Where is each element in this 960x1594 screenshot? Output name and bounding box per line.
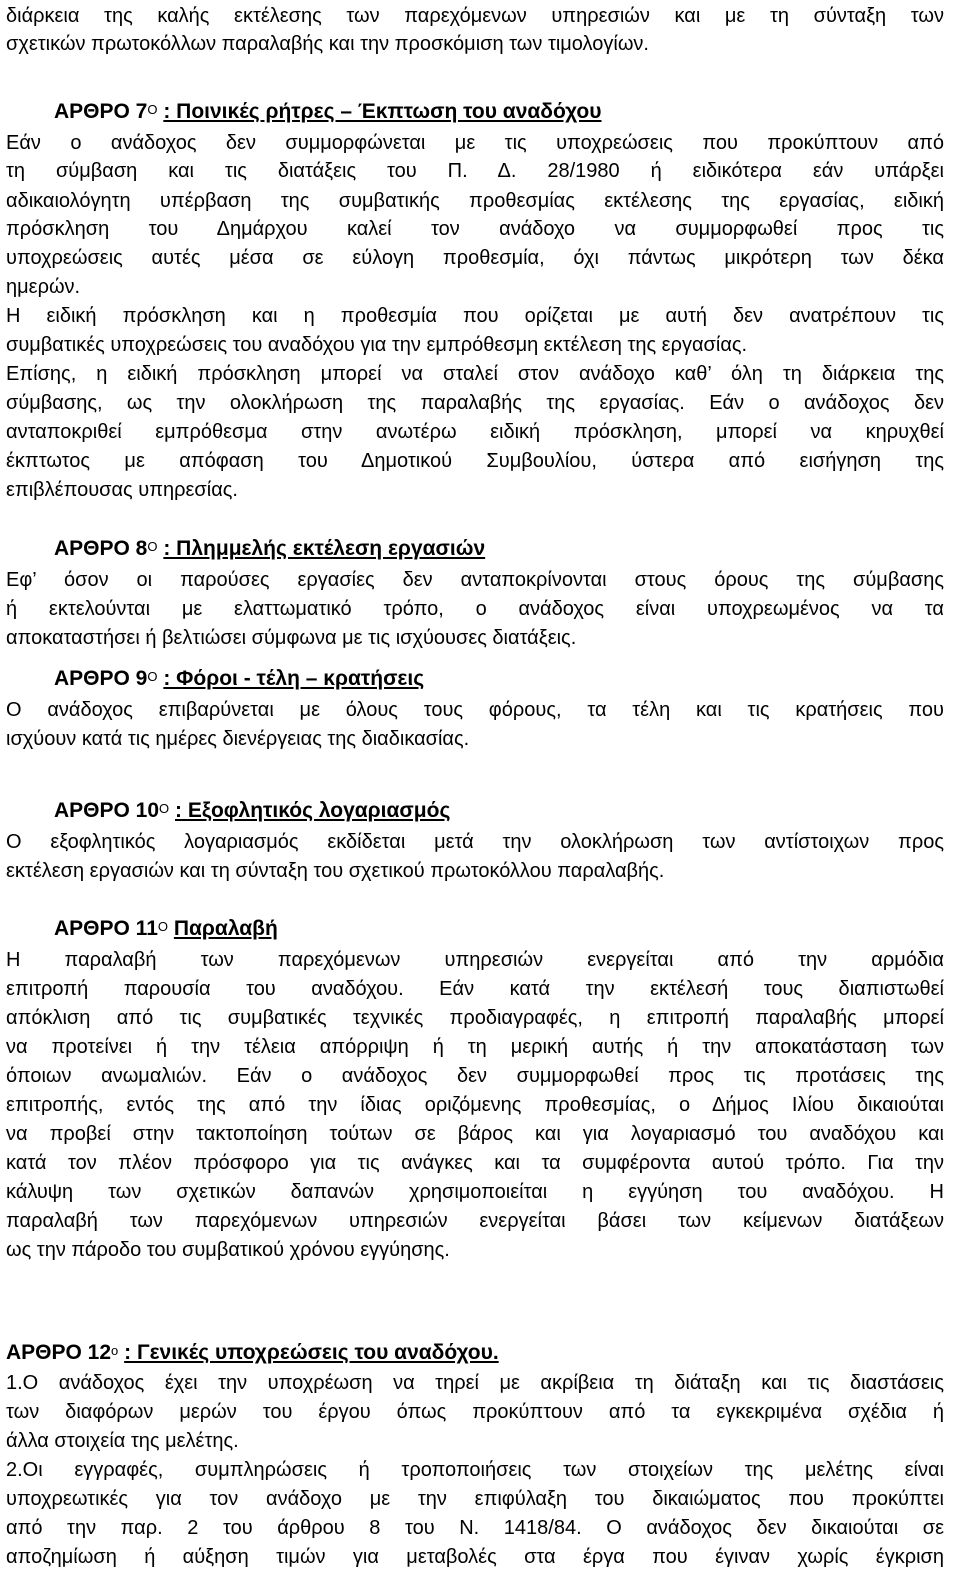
article-11-line: όποιων ανωμαλιών. Εάν ο ανάδοχος δεν συμμορφωθεί προς τις προτάσεις της — [6, 1065, 944, 1087]
article-11-line: να προτείνει ή την τέλεια απόρριψη ή τη μερική αυτής ή την αποκατάσταση των — [6, 1036, 944, 1058]
article-7-line: αδικαιολόγητη υπέρβαση της συμβατικής προθεσμίας εκτέλεσης της εργασίας, ειδική — [6, 190, 944, 212]
article-7-line: Επίσης, η ειδική πρόσκληση μπορεί να σταλεί στον ανάδοχο καθ’ όλη τη διάρκεια της — [6, 363, 944, 385]
article-12-line: των διαφόρων μερών του έργου όπως προκύπτουν από τα εγκεκριμένα σχέδια ή — [6, 1401, 944, 1423]
article-11-line: κατά τον πλέον πρόσφορο για τις ανάγκες και τα συμφέροντα αυτού τρόπο. Για την — [6, 1152, 944, 1174]
article-7-line: Εάν ο ανάδοχος δεν συμμορφώνεται με τις υποχρεώσεις που προκύπτουν από — [6, 132, 944, 154]
article-11-line: επιτροπή παρουσία του αναδόχου. Εάν κατά την εκτέλεσή τους διαπιστωθεί — [6, 978, 944, 1000]
article-9-line: Ο ανάδοχος επιβαρύνεται με όλους τους φόρους, τα τέλη και τις κρατήσεις που — [6, 699, 944, 721]
article-7-line: ημερών. — [6, 276, 81, 298]
article-7-line: υποχρεώσεις αυτές μέσα σε εύλογη προθεσμία, όχι πάντως μικρότερη των δέκα — [6, 247, 944, 269]
article-7-line: πρόσκληση του Δημάρχου καλεί τον ανάδοχο να συμμορφωθεί προς τις — [6, 218, 944, 240]
article-7-line: Η ειδική πρόσκληση και η προθεσμία που ορίζεται με αυτή δεν ανατρέπουν τις — [6, 305, 944, 327]
article-12-heading: ΑΡΘΡΟ $12^o$ : Γενικές υποχρεώσεις του αναδόχου. — [6, 1341, 499, 1364]
article-7-line: επιβλέπουσας υπηρεσίας. — [6, 479, 238, 501]
article-11-line: κάλυψη των σχετικών δαπανών χρησιμοποιείται η εγγύηση του αναδόχου. Η — [6, 1181, 944, 1203]
article-11-line: παραλαβή των παρεχόμενων υπηρεσιών ενεργείται βάσει των κείμενων διατάξεων — [6, 1210, 944, 1232]
article-11-line: να προβεί στην τακτοποίηση τούτων σε βάρος και για λογαριασμό του αναδόχου και — [6, 1123, 944, 1145]
article-9-line: ισχύουν κατά τις ημέρες διενέργειας της διαδικασίας. — [6, 728, 470, 750]
article-7-line: έκπτωτος με απόφαση του Δημοτικού Συμβουλίου, ύστερα από εισήγηση της — [6, 450, 944, 472]
article-11-line: επιτροπής, εντός της από την ίδιας οριζόμενης προθεσμίας, ο Δήμος Ιλίου δικαιούται — [6, 1094, 944, 1116]
article-8-line: Εφ’ όσον οι παρούσες εργασίες δεν ανταποκρίνονται στους όρους της σύμβασης — [6, 569, 944, 591]
article-7-heading: ΑΡΘΡΟ $7^O$ : Ποινικές ρήτρες – Έκπτωση του αναδόχου — [54, 100, 602, 123]
article-12-line: υποχρεωτικές για τον ανάδοχο με την επιφύλαξη του δικαιώματος που προκύπτει — [6, 1488, 944, 1510]
article-11-line: Η παραλαβή των παρεχόμενων υπηρεσιών ενεργείται από την αρμόδια — [6, 949, 944, 971]
article-7-line: τη σύμβαση και τις διατάξεις του Π. Δ. 28/1980 ή ειδικότερα εάν υπάρξει — [6, 160, 944, 182]
paragraph-line: διάρκεια της καλής εκτέλεσης των παρεχόμενων υπηρεσιών και με τη σύνταξη των — [6, 5, 944, 27]
article-12-line: αποζημίωση ή αύξηση τιμών για μεταβολές στα έργα που έγιναν χωρίς έγκριση — [6, 1546, 944, 1568]
article-10-line: εκτέλεση εργασιών και τη σύνταξη του σχετικού πρωτοκόλλου παραλαβής. — [6, 860, 665, 882]
article-8-heading: ΑΡΘΡΟ $8^O$ : Πλημμελής εκτέλεση εργασιών — [54, 537, 486, 560]
article-12-line: 1.Ο ανάδοχος έχει την υποχρέωση να τηρεί με ακρίβεια τη διάταξη και τις διαστάσεις — [6, 1372, 944, 1394]
article-8-line: αποκαταστήσει ή βελτιώσει σύμφωνα με τις ισχύουσες διατάξεις. — [6, 627, 577, 649]
article-12-line: 2.Οι εγγραφές, συμπληρώσεις ή τροποποιήσεις των στοιχείων της μελέτης είναι — [6, 1459, 944, 1481]
article-11-heading: ΑΡΘΡΟ $11^O$ Παραλαβή — [54, 917, 278, 940]
article-11-line: απόκλιση από τις συμβατικές τεχνικές προδιαγραφές, η επιτροπή παραλαβής μπορεί — [6, 1007, 944, 1029]
article-8-line: ή εκτελούνται με ελαττωματικό τρόπο, ο ανάδοχος είναι υποχρεωμένος να τα — [6, 598, 944, 620]
article-7-line: συμβατικές υποχρεώσεις του αναδόχου για την εμπρόθεσμη εκτέλεση της εργασίας. — [6, 334, 748, 356]
article-7-line: ανταποκριθεί εμπρόθεσμα στην ανωτέρω ειδική πρόσκληση, μπορεί να κηρυχθεί — [6, 421, 944, 443]
article-10-heading: ΑΡΘΡΟ $10^O$ : Εξοφλητικός λογαριασμός — [54, 799, 451, 822]
paragraph-line: σχετικών πρωτοκόλλων παραλαβής και την προσκόμιση των τιμολογίων. — [6, 33, 649, 55]
article-9-heading: ΑΡΘΡΟ $9^O$ : Φόροι - τέλη – κρατήσεις — [54, 667, 425, 690]
article-12-line: από την παρ. 2 του άρθρου 8 του Ν. 1418/84. Ο ανάδοχος δεν δικαιούται σε — [6, 1517, 944, 1539]
article-7-line: σύμβασης, ως την ολοκλήρωση της παραλαβής της εργασίας. Εάν ο ανάδοχος δεν — [6, 392, 944, 414]
article-11-line: ως την πάροδο του συμβατικού χρόνου εγγύησης. — [6, 1239, 450, 1261]
article-12-line: άλλα στοιχεία της μελέτης. — [6, 1430, 239, 1452]
article-10-line: Ο εξοφλητικός λογαριασμός εκδίδεται μετά την ολοκλήρωση των αντίστοιχων προς — [6, 831, 944, 853]
